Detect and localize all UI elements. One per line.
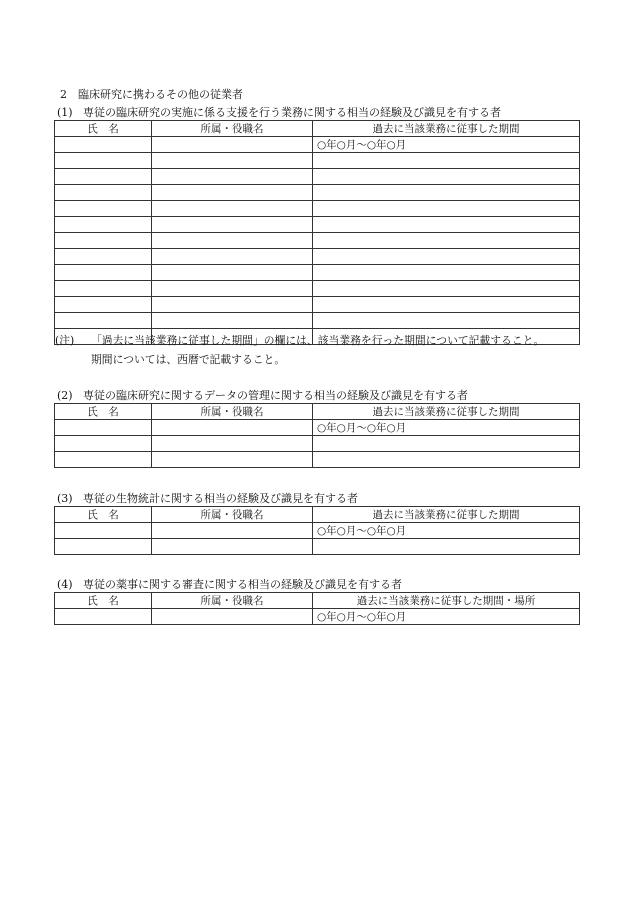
header-affiliation: 所属・役職名 — [152, 404, 313, 420]
header-name: 氏 名 — [55, 593, 152, 609]
period-cell[interactable] — [313, 169, 580, 185]
affiliation-cell[interactable] — [152, 436, 313, 452]
period-cell[interactable] — [313, 217, 580, 233]
header-affiliation: 所属・役職名 — [152, 121, 313, 137]
affiliation-cell[interactable] — [152, 169, 313, 185]
subsection-number: (3) — [57, 492, 73, 505]
period-cell[interactable]: ○年○月～○年○月 — [313, 420, 580, 436]
affiliation-cell[interactable] — [152, 609, 313, 625]
affiliation-cell[interactable] — [152, 137, 313, 153]
note-line-2: 期間については、西暦で記載すること。 — [91, 353, 286, 366]
table-row — [55, 313, 580, 329]
staff-table-1 — [54, 120, 580, 345]
subsection-title-2 — [57, 387, 468, 403]
note-block — [55, 331, 544, 369]
subsection-title-1 — [57, 104, 501, 120]
subsection-title-text: 専従の臨床研究に関するデータの管理に関する相当の経験及び識見を有する者 — [83, 389, 468, 402]
section-heading: 2 臨床研究に携わるその他の従業者 — [60, 88, 243, 101]
table-row — [55, 185, 580, 201]
period-cell[interactable]: ○年○月～○年○月 — [313, 137, 580, 153]
name-cell[interactable] — [55, 436, 152, 452]
name-cell[interactable] — [55, 233, 152, 249]
table-row — [55, 169, 580, 185]
table-row — [55, 609, 580, 625]
period-cell[interactable] — [313, 153, 580, 169]
period-cell[interactable] — [313, 265, 580, 281]
name-cell[interactable] — [55, 265, 152, 281]
period-cell[interactable] — [313, 233, 580, 249]
affiliation-cell[interactable] — [152, 297, 313, 313]
table-row — [55, 420, 580, 436]
staff-table-2 — [54, 403, 580, 468]
name-cell[interactable] — [55, 281, 152, 297]
header-period: 過去に当該業務に従事した期間・場所 — [313, 593, 580, 609]
table-row — [55, 265, 580, 281]
affiliation-cell[interactable] — [152, 281, 313, 297]
table-header-row — [55, 121, 580, 137]
table-row — [55, 436, 580, 452]
name-cell[interactable] — [55, 420, 152, 436]
header-affiliation: 所属・役職名 — [152, 507, 313, 523]
note-label: (注) — [55, 334, 75, 347]
affiliation-cell[interactable] — [152, 420, 313, 436]
period-cell[interactable] — [313, 185, 580, 201]
subsection-title-text: 専従の薬事に関する審査に関する相当の経験及び識見を有する者 — [83, 578, 402, 591]
table-row — [55, 249, 580, 265]
header-name: 氏 名 — [55, 507, 152, 523]
table-header-row — [55, 507, 580, 523]
header-period: 過去に当該業務に従事した期間 — [313, 121, 580, 137]
period-cell[interactable]: ○年○月～○年○月 — [313, 609, 580, 625]
affiliation-cell[interactable] — [152, 153, 313, 169]
table-row — [55, 137, 580, 153]
name-cell[interactable] — [55, 523, 152, 539]
period-cell[interactable] — [313, 281, 580, 297]
table-row — [55, 539, 580, 555]
note-line-1: 「過去に当該業務に従事した期間」の欄には、該当業務を行った期間について記載すること。 — [91, 334, 545, 347]
name-cell[interactable] — [55, 249, 152, 265]
affiliation-cell[interactable] — [152, 201, 313, 217]
affiliation-cell[interactable] — [152, 217, 313, 233]
header-period: 過去に当該業務に従事した期間 — [313, 507, 580, 523]
period-cell[interactable] — [313, 452, 580, 468]
subsection-title-3 — [57, 490, 358, 506]
table-row — [55, 452, 580, 468]
name-cell[interactable] — [55, 217, 152, 233]
affiliation-cell[interactable] — [152, 523, 313, 539]
name-cell[interactable] — [55, 153, 152, 169]
name-cell[interactable] — [55, 137, 152, 153]
affiliation-cell[interactable] — [152, 313, 313, 329]
table-row — [55, 297, 580, 313]
table-row — [55, 523, 580, 539]
table-row — [55, 233, 580, 249]
affiliation-cell[interactable] — [152, 539, 313, 555]
table-row — [55, 217, 580, 233]
affiliation-cell[interactable] — [152, 233, 313, 249]
affiliation-cell[interactable] — [152, 452, 313, 468]
table-row — [55, 153, 580, 169]
affiliation-cell[interactable] — [152, 185, 313, 201]
name-cell[interactable] — [55, 297, 152, 313]
period-cell[interactable]: ○年○月～○年○月 — [313, 523, 580, 539]
table-row — [55, 281, 580, 297]
subsection-number: (2) — [57, 389, 73, 402]
period-cell[interactable] — [313, 436, 580, 452]
affiliation-cell[interactable] — [152, 249, 313, 265]
header-affiliation: 所属・役職名 — [152, 593, 313, 609]
subsection-title-text: 専従の生物統計に関する相当の経験及び識見を有する者 — [83, 492, 358, 505]
staff-table-3 — [54, 506, 580, 555]
header-name: 氏 名 — [55, 121, 152, 137]
table-header-row — [55, 593, 580, 609]
table-header-row — [55, 404, 580, 420]
name-cell[interactable] — [55, 609, 152, 625]
staff-table-4 — [54, 592, 580, 625]
header-name: 氏 名 — [55, 404, 152, 420]
period-cell[interactable] — [313, 201, 580, 217]
name-cell[interactable] — [55, 539, 152, 555]
subsection-number: (4) — [57, 578, 73, 591]
subsection-title-text: 専従の臨床研究の実施に係る支援を行う業務に関する相当の経験及び識見を有する者 — [83, 106, 501, 119]
table-row — [55, 201, 580, 217]
period-cell[interactable] — [313, 249, 580, 265]
period-cell[interactable] — [313, 297, 580, 313]
subsection-title-4 — [57, 576, 402, 592]
period-cell[interactable] — [313, 313, 580, 329]
name-cell[interactable] — [55, 201, 152, 217]
affiliation-cell[interactable] — [152, 265, 313, 281]
name-cell[interactable] — [55, 452, 152, 468]
subsection-number: (1) — [57, 106, 73, 119]
name-cell[interactable] — [55, 169, 152, 185]
name-cell[interactable] — [55, 185, 152, 201]
header-period: 過去に当該業務に従事した期間 — [313, 404, 580, 420]
name-cell[interactable] — [55, 313, 152, 329]
period-cell[interactable] — [313, 539, 580, 555]
